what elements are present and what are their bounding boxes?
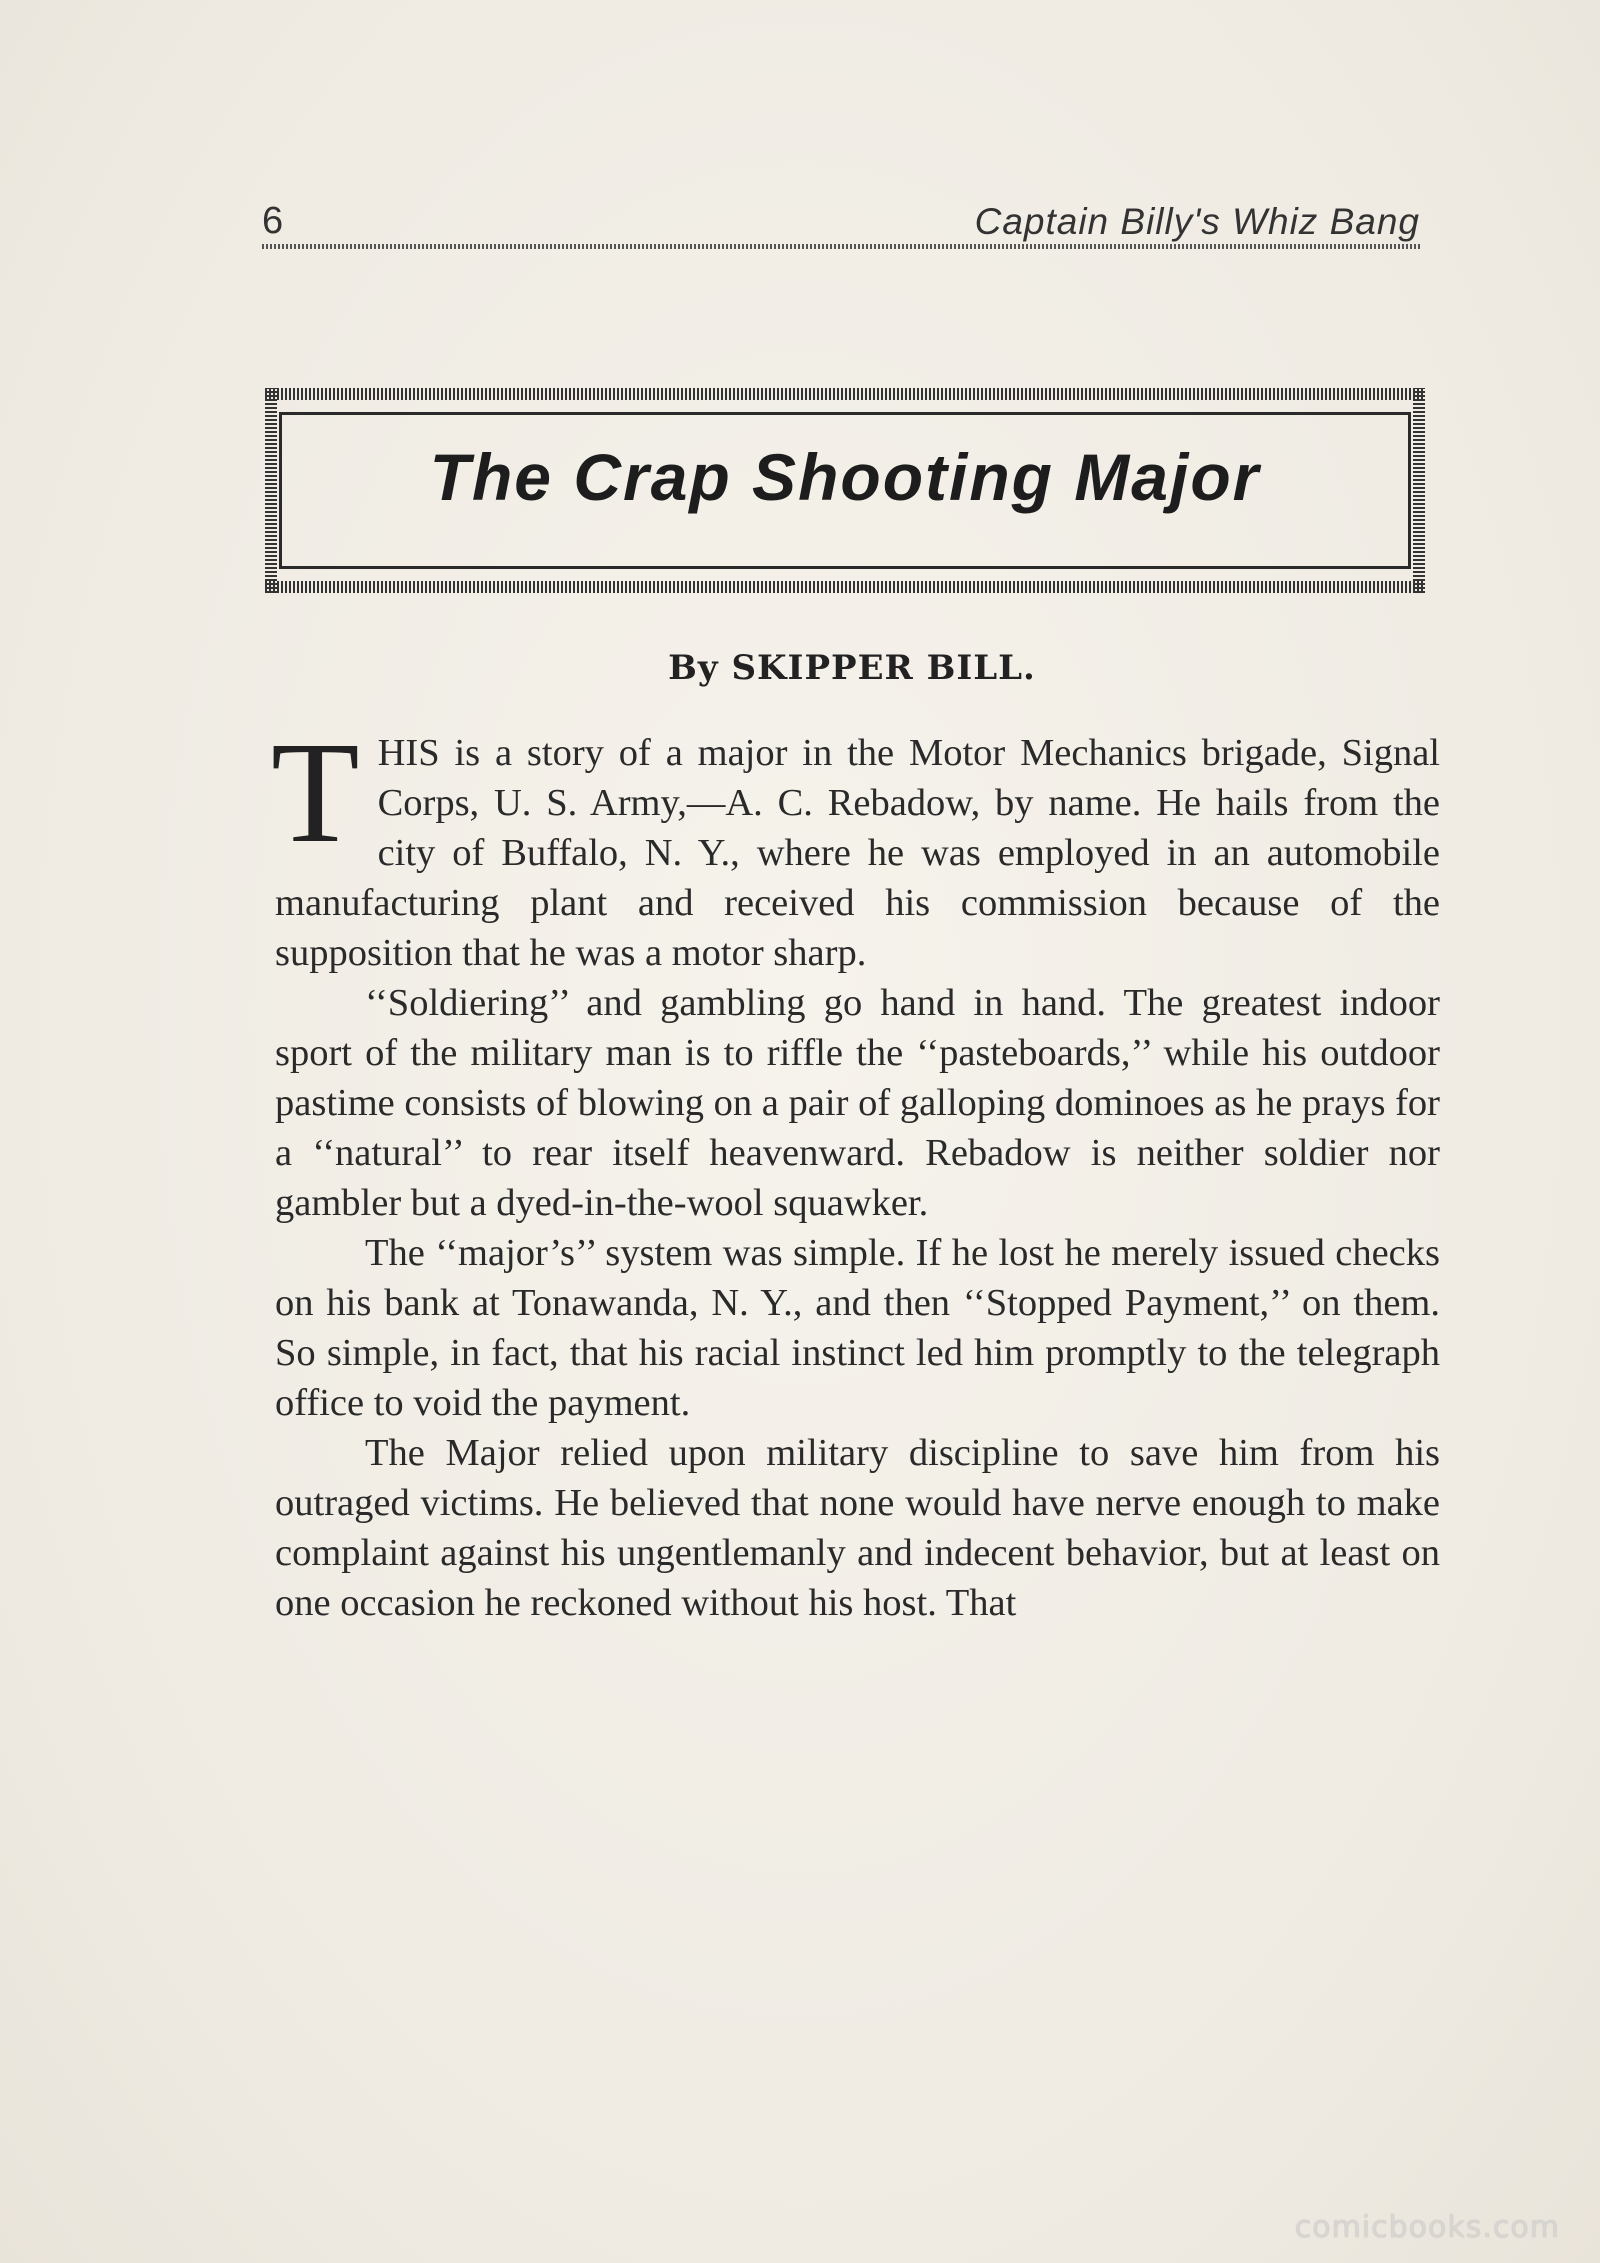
frame-hatch-top bbox=[265, 388, 1425, 400]
frame-hatch-bottom bbox=[265, 581, 1425, 593]
byline: By SKIPPER BILL. bbox=[668, 648, 1036, 688]
paragraph-3: The ‘‘major’s’’ system was simple. If he lost he merely issued checks on his bank at Tonawanda, N. Y., and then ‘‘Stopped Payment,’’ on them. So simple, in fact, that his racial instinct led him promptly to the telegraph office to void the payment. bbox=[275, 1232, 1440, 1424]
title-frame bbox=[265, 388, 1425, 593]
running-title: Captain Billy's Whiz Bang bbox=[974, 201, 1420, 242]
page-header bbox=[262, 180, 1420, 240]
drop-cap: T bbox=[271, 713, 360, 873]
paragraph-4: The Major relied upon military discipline to save him from his outraged victims. He believed that none would have nerve enough to make complaint against his ungentlemanly and indecent behavior, but at least on one occasion he reckoned without his host. That bbox=[275, 1432, 1440, 1624]
page-number: 6 bbox=[262, 200, 284, 242]
paragraph-2: ‘‘Soldiering’’ and gambling go hand in hand. The greatest indoor sport of the military man is to riffle the ‘‘pasteboards,’’ while his outdoor pastime consists of blowing on a pair of galloping dominoes as he prays for a ‘‘natural’’ to rear itself heavenward. Rebadow is neither soldier nor gambler but a dyed-in-the-wool squawker. bbox=[275, 982, 1440, 1224]
watermark: comicbooks.com bbox=[1294, 2210, 1560, 2245]
story-title: The Crap Shooting Major bbox=[429, 440, 1261, 514]
paragraph-1 bbox=[271, 713, 1440, 978]
header-rule bbox=[262, 244, 1422, 249]
story-body bbox=[271, 713, 1440, 1628]
paragraph-1-text: HIS is a story of a major in the Motor Mechanics brigade, Signal Corps, U. S. Army,—A. C. Rebadow, by name. He hails from the city of Buffalo, N. Y., where he was employed in an automobile manufacturing plant and received his commission because of the supposition that he was a motor sharp. bbox=[275, 732, 1440, 974]
